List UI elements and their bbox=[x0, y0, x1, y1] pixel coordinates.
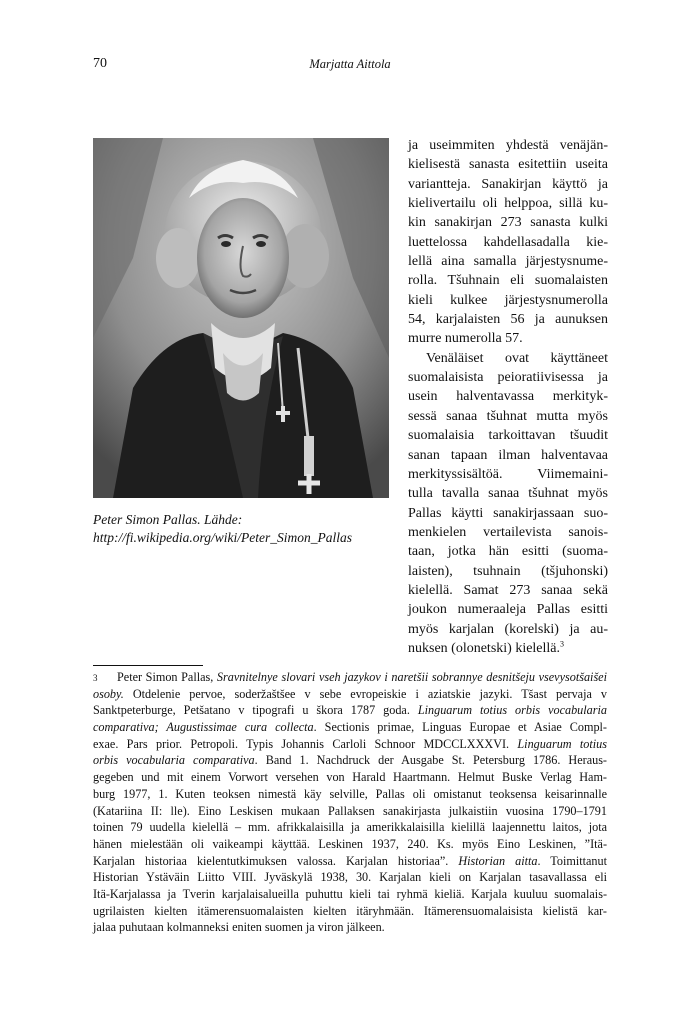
text-fragment: nuksen (olonetski) kielellä. bbox=[408, 640, 561, 656]
footnote-line: toinen 79 uudella kielellä – mm. afrikkalaisilla ja amerikkalaisilla kielillä laajennettu laitos, jota bbox=[93, 820, 607, 835]
book-title: orbis vocabularia comparativa bbox=[93, 753, 255, 768]
footnote bbox=[93, 669, 607, 936]
footnote-line bbox=[93, 853, 607, 870]
text-line: kielellä. Samat 273 sanaa sekä bbox=[408, 582, 608, 598]
text-fragment: Sanktpeterburge, Petšatano v tipografi u škora 1787 goda. bbox=[93, 703, 418, 718]
text-line: kin sanakirjan 273 sanasta kulki bbox=[408, 215, 608, 231]
footnote-line: burg 1977, 1. Kuten teoksen nimestä käy selville, Pallas oli omistanut teoksensa keisarinnalle bbox=[93, 786, 607, 801]
caption-line: Peter Simon Pallas. Lähde: bbox=[93, 512, 243, 527]
footnote-line: Historian Ystäväin Liitto VIII. Jyväskylä 1938, 30. Karjalan kieli on Karjalan tasavallassa eli bbox=[93, 870, 607, 885]
text-line: ja useimmiten yhdestä venäjän- bbox=[408, 138, 608, 153]
text-fragment: . Sectionis primae, Linguas Europae et Asiae Compl- bbox=[313, 720, 607, 735]
book-title: Linguarum totius bbox=[517, 736, 607, 751]
text-line: suomalaisista peioratiivisessa ja bbox=[408, 370, 608, 386]
text-line: variantteja. Sanakirjan käyttö ja bbox=[408, 176, 608, 192]
footnote-line bbox=[93, 686, 607, 703]
text-line: taan, jotka hän esitti (suoma- bbox=[408, 544, 608, 560]
footnote-line bbox=[93, 752, 607, 769]
text-line: suomalaisia tarkoittavan tšuudit bbox=[408, 428, 608, 444]
text-line: 54, karjalaisten 56 ja aunuksen bbox=[408, 312, 608, 328]
text-fragment: exae. Pars prior. Petropoli. Typis Johannis Carloli Schnoor MDCCLXXXVI. bbox=[93, 736, 518, 751]
text-line: kielivertailu oli helppoa, sillä ku- bbox=[408, 196, 608, 212]
text-fragment: Otdelenie pervoe, soderžaštšee v sebe evropeiskie i aziatskie jazyki. Tšast pervaja v bbox=[123, 686, 607, 701]
body-text bbox=[408, 136, 608, 658]
text-line: laisten), tsuhnain (tšjuhonski) bbox=[408, 563, 608, 579]
text-line bbox=[408, 639, 608, 658]
text-line: menkielen vertailevista sanois- bbox=[408, 524, 608, 540]
text-line: tulla tavalla sanaa tšuhnat myös bbox=[408, 486, 608, 502]
footnote-line bbox=[93, 736, 607, 753]
book-title: Sravnitelnye slovari vseh jazykov i naretšii sobrannye desnitšeju vsevysotšaišei bbox=[216, 670, 607, 684]
book-title: comparativa; Augustissimae cura collecta bbox=[93, 720, 314, 735]
figure-caption bbox=[93, 511, 393, 547]
portrait-image bbox=[93, 138, 389, 498]
footnote-line: (Katariina II: lle). Eino Leskisen mukaan Pallaksen sanakirjasta julkaistiin vuosina 1790–1791 bbox=[93, 803, 607, 818]
text-line: Venäläiset ovat käyttäneet bbox=[426, 350, 608, 366]
text-fragment: . Toimittanut bbox=[537, 853, 607, 868]
footnote-marker: 3 bbox=[93, 673, 98, 683]
text-line: sessä sanaa tšuhnat mutta myös bbox=[408, 408, 608, 424]
footnote-line: hänen mielestään oli vaikeampi käyttää. Leskinen 1937, 240. Ks. myös Eino Leskinen, ”Itä- bbox=[93, 836, 607, 851]
text-line: lellä aina samalla järjestysnume- bbox=[408, 254, 608, 270]
caption-url: http://fi.wikipedia.org/wiki/Peter_Simon_Pallas bbox=[93, 530, 352, 545]
footnote-line bbox=[93, 719, 607, 736]
running-head: Marjatta Aittola bbox=[309, 57, 391, 71]
text-fragment: Karjalan historiaa kielentutkimuksen valossa. Karjalan historiaa”. bbox=[93, 853, 459, 868]
text-line: murre numerolla 57. bbox=[408, 331, 523, 347]
footnote-line: Itä-Karjalassa ja Tverin karjalaisalueilla puhuttu kieli tai ryhmä kieliä. Karjala kuuluu suomalais- bbox=[93, 886, 607, 901]
text-line: merkityssisältöä. Viimemaini- bbox=[408, 466, 608, 482]
footnote-line: jalaa puhutaan kolmanneksi eniten suomen ja viron jälkeen. bbox=[93, 920, 385, 935]
text-line: joukon numeraaleja Pallas esitti bbox=[408, 602, 608, 618]
text-line: kieli kulkee järjestysnumerolla bbox=[408, 292, 608, 308]
text-fragment: Peter Simon Pallas, bbox=[117, 670, 217, 684]
book-title: osoby. bbox=[93, 686, 124, 701]
footnote-line bbox=[117, 669, 607, 686]
footnote-reference[interactable]: 3 bbox=[560, 639, 565, 649]
text-fragment: . Band 1. Nachdruck der Ausgabe St. Petersburg 1786. Heraus- bbox=[254, 753, 607, 768]
footnote-divider bbox=[93, 665, 203, 666]
text-line: sanan tapaan ilman halventavaa bbox=[408, 447, 608, 463]
text-line: Pallas käytti sanakirjassaan suo- bbox=[408, 505, 608, 521]
text-line: usein halventavassa merkityk- bbox=[408, 389, 608, 405]
book-title: Historian aitta bbox=[458, 853, 538, 868]
text-line: rolla. Tšuhnain eli suomalaisten bbox=[408, 273, 608, 289]
text-line: kielisestä sanasta esitettiin useita bbox=[408, 157, 608, 173]
text-line: myös karjalan (korelski) ja au- bbox=[408, 621, 608, 637]
book-title: Linguarum totius orbis vocabularia bbox=[417, 703, 607, 718]
footnote-line bbox=[93, 702, 607, 719]
footnote-line: ugrilaisten kielten itämerensuomalaisten kielten itäryhmään. Itämerensuomalaisista kielistä kar- bbox=[93, 903, 607, 918]
page-number: 70 bbox=[93, 56, 107, 71]
footnote-line: gegeben und mit einem Vorwort versehen von Harald Haartmann. Helmut Buske Verlag Ham- bbox=[93, 770, 607, 785]
text-line: luettelossa kahdellasadalla kie- bbox=[408, 234, 608, 250]
